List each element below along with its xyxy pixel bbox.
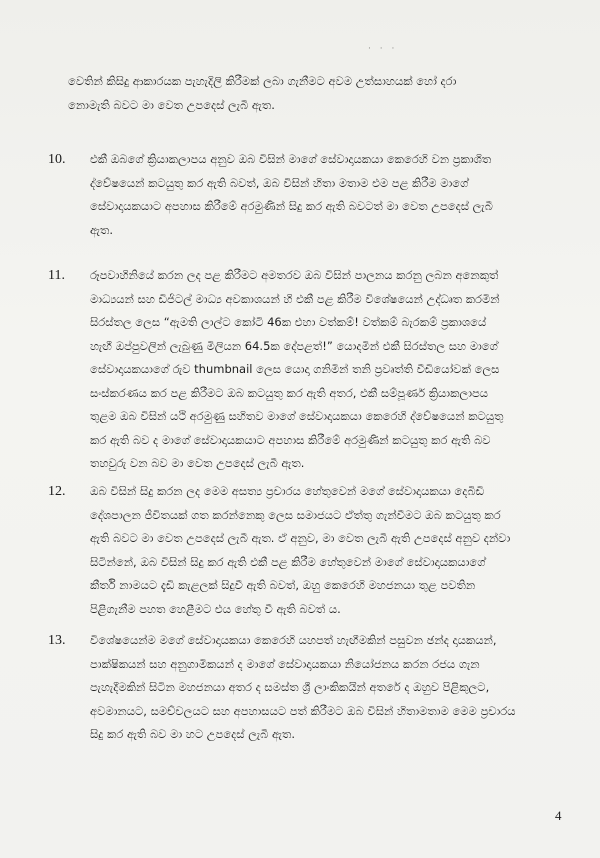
paragraph-line: තහවුරු වන බව මා වෙත උපදෙස් ලැබී ඇත. [90,456,305,470]
intro-paragraph [68,70,538,117]
paragraph-line: පාක්ෂිකයන් සහ අනුගාමිකයන් ද මාගේ සේවාදායකයා නියෝජනය කරන රජය ගැන [90,656,480,671]
paragraph-line: ඇත. [90,222,113,237]
paragraph-number: 10. [48,152,66,167]
paragraph-number: 13. [48,633,66,648]
paragraph-line: සේවාදායකයාගේ රුව thumbnail ලෙස යොදා ගනිමින් තනි ප්‍රවෘත්ති වීඩියෝවක් ලෙස [90,362,500,376]
paragraph-number: 12. [48,484,66,499]
paragraph-10 [90,148,540,242]
paragraph-line: මාධ්‍යයන් සහ ඩිජිටල් මාධ්‍ය අවකාශයන් හි එකී පළ කිරීම විශේෂයෙන් උද්ධෘත කරමින් [90,291,500,306]
paragraph-line: සිරස්තල ලෙස “ඇමති ලාල්ට කෝටි 46ක එහා වත්කම්! වත්කම් බැරකම් ප්‍රකාශයේ [90,315,487,329]
paragraph-line: කීර්ති නාමයට දැඩි කැළලක් සිදුවී ඇති බවත්, ඔහු කෙරෙහි මහජනයා තුළ පවතින [90,578,476,592]
paragraph-13 [90,629,540,747]
paragraph-line: එකී ඔබගේ ක්‍රියාකලාපය අනුව ඔබ විසින් මාගේ සේවාදායකයා කෙරෙහි වන ප්‍රකාශිත [90,152,492,166]
paragraph-line: ඇති බවට මා වෙත උපදෙස් ලැබී ඇත. ඒ අනුව, මා වෙත ලැබී ඇති උපදෙස් අනුව දන්වා [90,531,511,545]
paragraph-line: සංස්කරණය කර පළ කිරීමට ඔබ කටයුතු කර ඇති අතර, එකී සම්පූර්ණ ක්‍රියාකලාපය [90,385,489,400]
intro-line: නොමැති බවට මා වෙත උපදෙස් ලැබී ඇත. [68,97,275,112]
paragraph-line: පැහැදීමකින් සිටින මහජනයා අතර ද සමස්ත ශ්‍රී ලාංකිකයින් අතරේ ද ඔහුව පිළිකුලට, [90,680,490,694]
paragraph-line: තුළම ඔබ විසින් යථි අරමුණු සහිතව මාගේ සේවාදායකයා කෙරෙහි ද්වේෂයෙන් කටයුතු [90,409,504,423]
paragraph-line: අවමානයට, සමච්චලයට සහ අපහාසයට පත් කිරීමට ඔබ විසින් හිතාමතාම මෙම ප්‍රචාරය [90,703,516,718]
paragraph-line: සේවාදායකයාට අපහාස කිරීමේ අරමුණින් සිදු කර ඇති බවටත් මා වෙත උපදෙස් ලැබී [90,199,493,213]
paragraph-line: දේශපාලන ජීවිතයක් ගත කරන්නෙකු ලෙස සමාජයට ඒත්තු ගැන්වීමට ඔබ කටයුතු කර [90,507,501,522]
intro-line: වෙතින් කිසිදු ආකාරයක පැහැදිලි කිරීමක් ලබා ගැනීමට අවම උත්සාහයක් හෝ දරා [68,74,457,88]
paragraph-line: ද්වේෂයෙන් කටයුතු කර ඇති බවත්, ඔබ විසින් හිතා මතාම එම පළ කිරීම මාගේ [90,175,469,190]
paragraph-number: 11. [48,268,65,283]
page-number: 4 [555,808,562,823]
paragraph-line: ඔබ විසින් සිදු කරන ලද මෙම අසත්‍ය ප්‍රචාරය හේතුවෙන් මගේ සේවාදායකයා දෙබිඩි [90,484,485,498]
paragraph-line: රූපවාහිනියේ කරන ලද පළ කිරීමට අමතරව ඔබ විසින් පාලනය කරනු ලබන අනෙකුත් [90,268,499,282]
paragraph-line: කර ඇති බව ද මාගේ සේවාදායකයාට අපහාස කිරීමේ අරමුණින් කටයුතු කර ඇති බව [90,432,491,447]
paragraph-line: සිදු කර ඇති බව මා හට උපදෙස් ලැබී ඇත. [90,727,296,741]
top-fragment: · · · [368,44,398,54]
paragraph-line: හැඟී ඔප්පුවලින් ලැබුණු මිලියන 64.5ක දේපළත්!” යොදමින් එකී සිරස්තල සහ මාගේ [90,338,498,353]
paragraph-12 [90,480,540,621]
paragraph-line: සිටින්නේ, ඔබ විසින් සිදු කර ඇති එකී පළ කිරීම හේතුවෙන් මාගේ සේවාදායකයාගේ [90,554,486,569]
paragraph-line: පිළිගැනීම පහත හෙළීමට එය හේතු වී ඇති බවත් ය. [90,601,341,616]
paragraph-11 [90,264,540,476]
paragraph-line: විශේෂයෙන්ම මගේ සේවාදායකයා කෙරෙහි යහපත් හැඟීමකින් පසුවන ඡන්ද දායකයන්, [90,633,497,647]
